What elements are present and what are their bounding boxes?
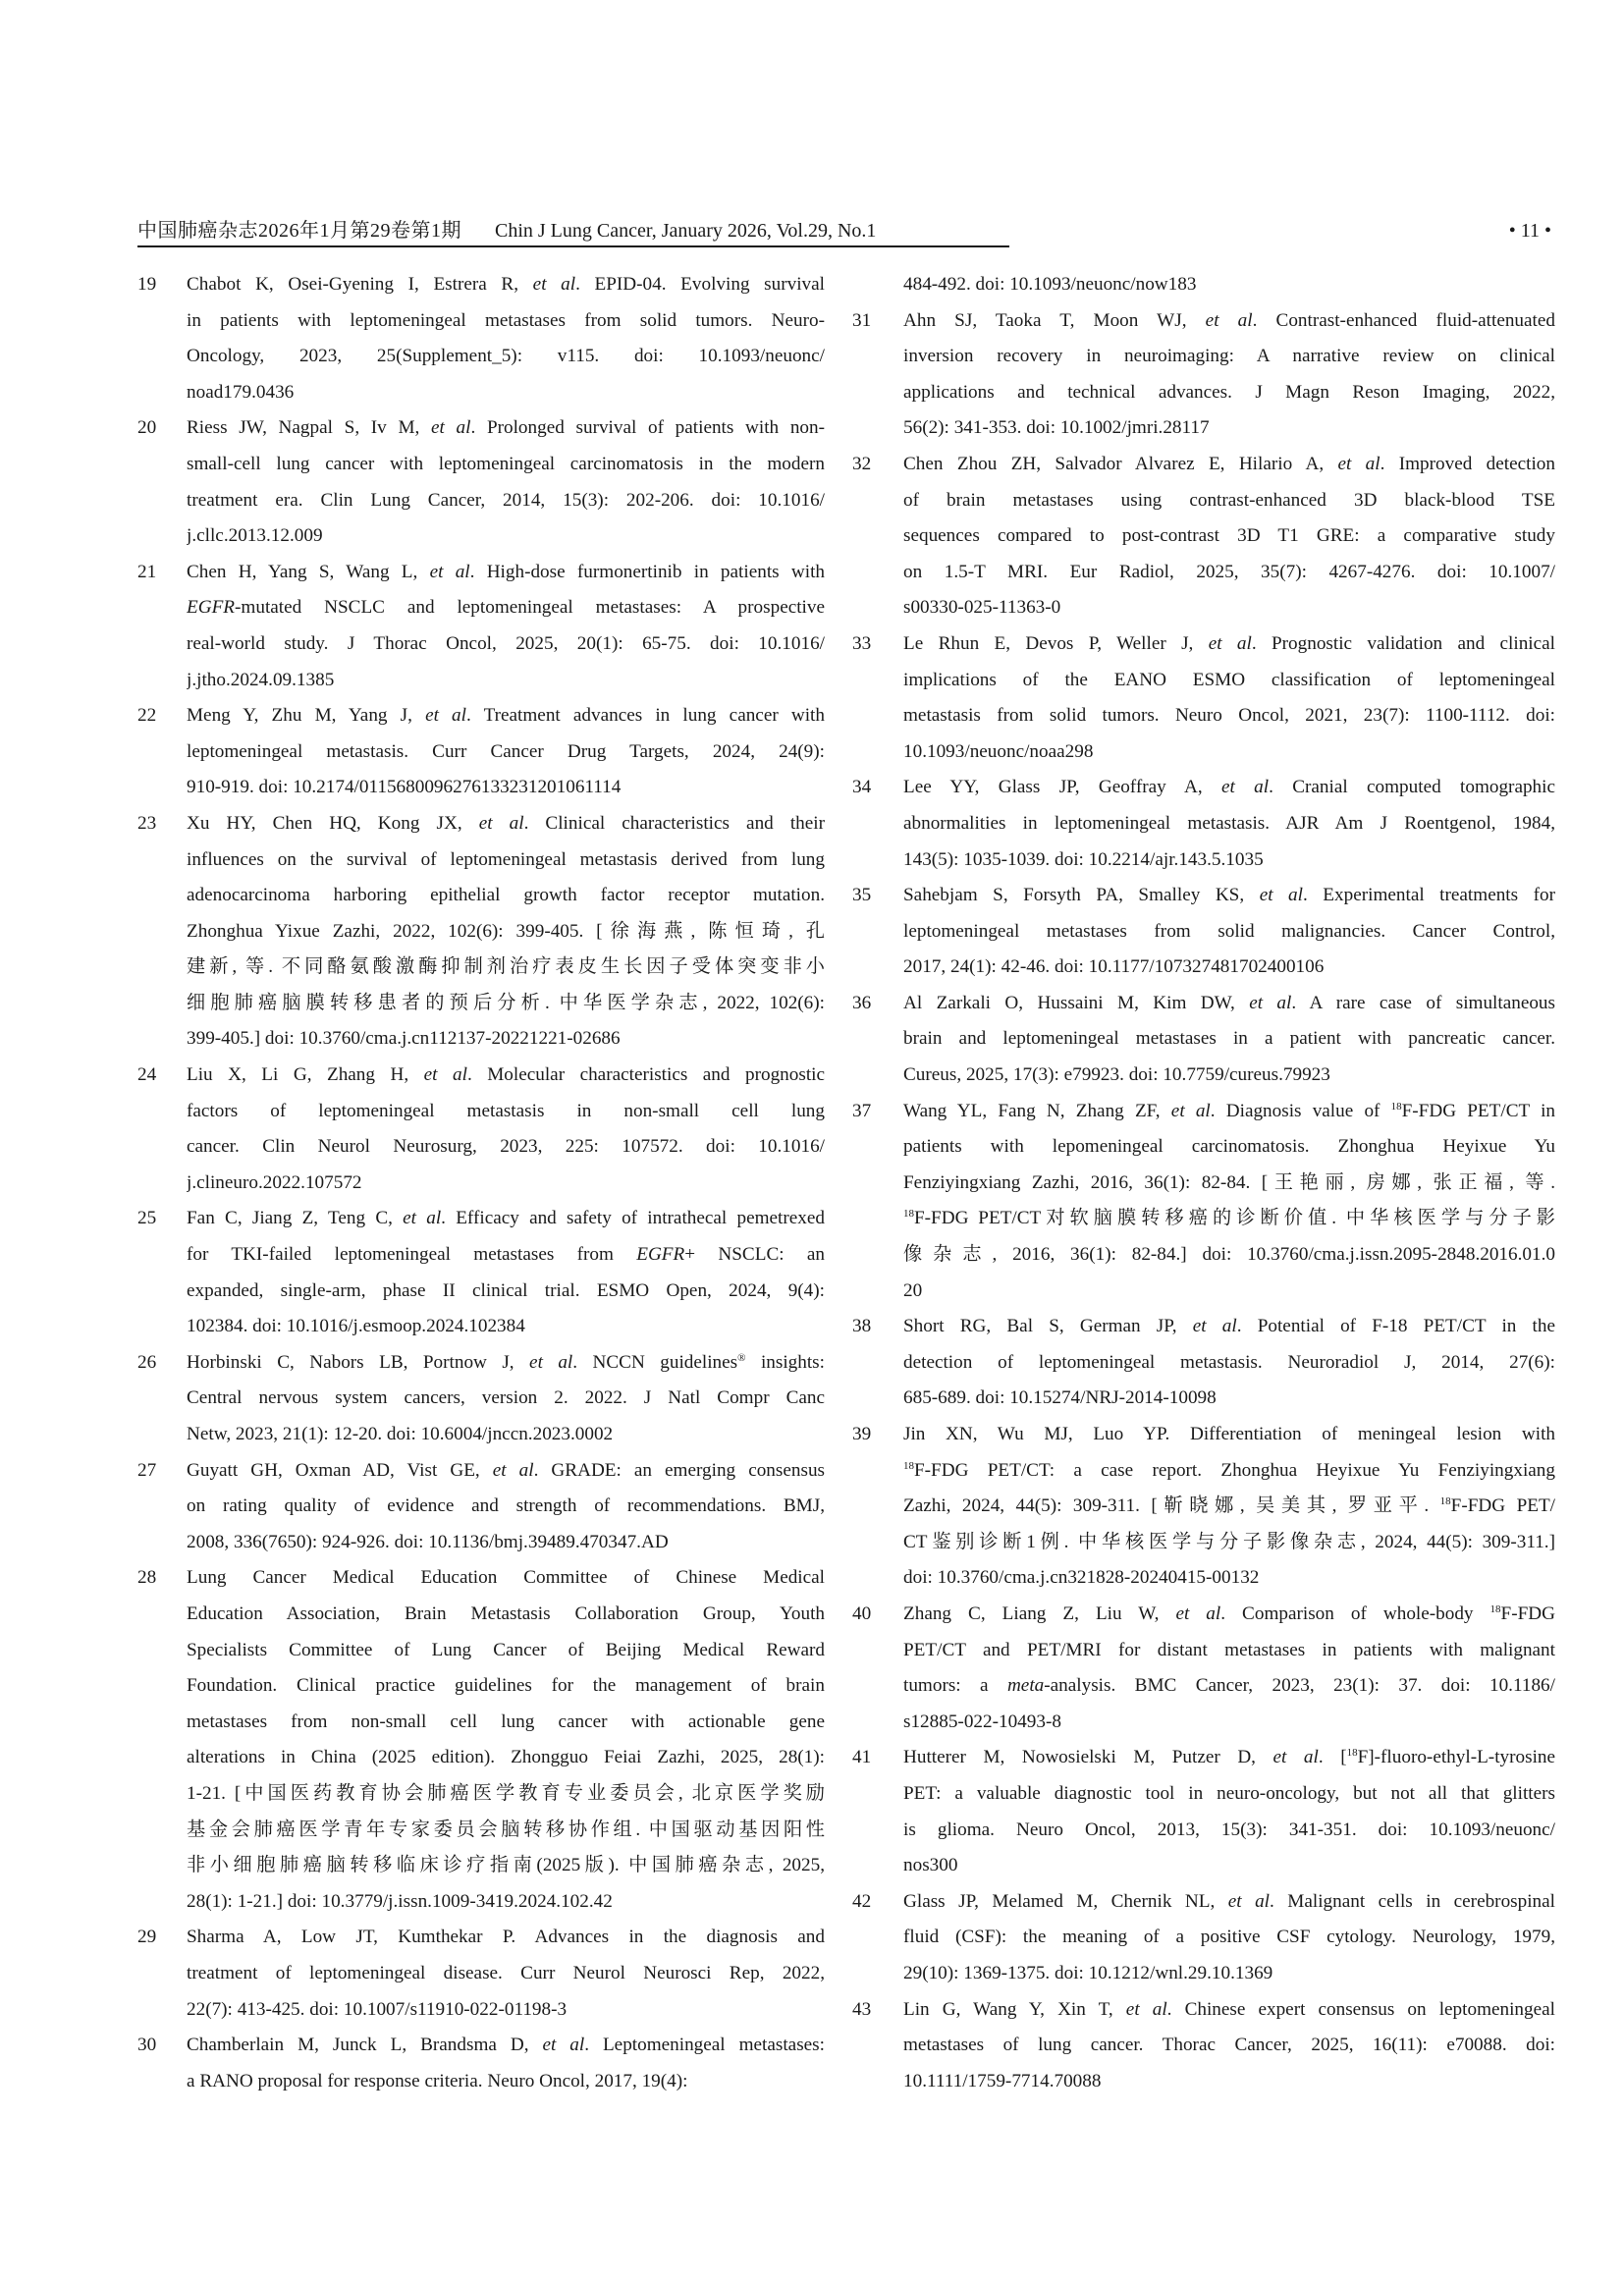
- reference-text: [187, 1560, 825, 1920]
- reference-item: [852, 770, 1555, 878]
- reference-line: on rating quality of evidence and strength of recommendations. BMJ,: [187, 1495, 825, 1517]
- reference-line: 399-405.] doi: 10.3760/cma.j.cn112137-20221221-02686: [187, 1028, 621, 1050]
- reference-number: 28: [137, 1567, 157, 1589]
- reference-line: leptomeningeal metastasis. Curr Cancer Drug Targets, 2024, 24(9):: [187, 740, 825, 762]
- reference-text: [903, 267, 1555, 303]
- reference-line: 细胞肺癌脑膜转移患者的预后分析. 中华医学杂志, 2022, 102(6):: [187, 992, 825, 1013]
- reference-line: 29(10): 1369-1375. doi: 10.1212/wnl.29.10.1369: [903, 1962, 1273, 1983]
- reference-text: [903, 447, 1555, 626]
- reference-line: Hutterer M, Nowosielski M, Putzer D, et al. [$^{18}$F]-fluoro-ethyl-L-tyrosine: [903, 1747, 1555, 1768]
- reference-line: Riess JW, Nagpal S, Iv M, et al. Prolonged survival of patients with non-: [187, 417, 825, 439]
- reference-line: leptomeningeal metastases from solid malignancies. Cancer Control,: [903, 920, 1555, 942]
- reference-line: alterations in China (2025 edition). Zhongguo Feiai Zazhi, 2025, 28(1):: [187, 1747, 825, 1768]
- reference-number: 27: [137, 1459, 157, 1481]
- reference-number: 20: [137, 417, 157, 439]
- reference-text: [903, 1992, 1555, 2100]
- reference-line: Short RG, Bal S, German JP, et al. Potential of F-18 PET/CT in the: [903, 1316, 1555, 1337]
- reference-line: Ahn SJ, Taoka T, Moon WJ, et al. Contrast-enhanced fluid-attenuated: [903, 309, 1555, 331]
- reference-line: Jin XN, Wu MJ, Luo YP. Differentiation of meningeal lesion with: [903, 1424, 1555, 1444]
- reference-item: [137, 1453, 825, 1561]
- reference-number: 36: [852, 992, 872, 1013]
- reference-text: [903, 1597, 1555, 1740]
- reference-text: [903, 770, 1555, 878]
- reference-line: inversion recovery in neuroimaging: A narrative review on clinical: [903, 346, 1555, 367]
- reference-line: Sahebjam S, Forsyth PA, Smalley KS, et al. Experimental treatments for: [903, 885, 1555, 906]
- reference-item: [852, 986, 1555, 1094]
- reference-line: in patients with leptomeningeal metastases from solid tumors. Neuro-: [187, 309, 825, 331]
- reference-line: patients with lepomeningeal carcinomatosis. Zhonghua Heyixue Yu: [903, 1136, 1555, 1158]
- reference-line: Liu X, Li G, Zhang H, et al. Molecular characteristics and prognostic: [187, 1064, 825, 1086]
- reference-text: [187, 1201, 825, 1344]
- reference-number: 24: [137, 1064, 157, 1086]
- reference-line: detection of leptomeningeal metastasis. Neuroradiol J, 2014, 27(6):: [903, 1351, 1555, 1373]
- reference-line: implications of the EANO ESMO classification of leptomeningeal: [903, 669, 1555, 690]
- reference-line: Lin G, Wang Y, Xin T, et al. Chinese expert consensus on leptomeningeal: [903, 1998, 1555, 2020]
- reference-item: [137, 555, 825, 698]
- reference-line: Specialists Committee of Lung Cancer of Beijing Medical Reward: [187, 1639, 825, 1660]
- reference-number: 34: [852, 777, 872, 798]
- reference-line: CT鉴别诊断1例. 中华核医学与分子影像杂志, 2024, 44(5): 309-311.]: [903, 1531, 1555, 1552]
- reference-line: a RANO proposal for response criteria. Neuro Oncol, 2017, 19(4):: [187, 2070, 688, 2091]
- reference-text: [903, 1417, 1555, 1597]
- reference-line: nos300: [903, 1855, 958, 1876]
- reference-item: [137, 1920, 825, 2028]
- reference-line: Wang YL, Fang N, Zhang ZF, et al. Diagnosis value of $^{18}$F-FDG PET/CT in: [903, 1100, 1555, 1121]
- reference-line: 非小细胞肺癌脑转移临床诊疗指南(2025版). 中国肺癌杂志, 2025,: [187, 1855, 825, 1876]
- reference-number: 30: [137, 2035, 157, 2056]
- reference-item: [137, 698, 825, 806]
- reference-number: 38: [852, 1316, 872, 1337]
- reference-line: Cureus, 2025, 17(3): e79923. doi: 10.7759/cureus.79923: [903, 1064, 1330, 1086]
- reference-text: [187, 267, 825, 410]
- reference-number: 21: [137, 561, 157, 582]
- reference-line: fluid (CSF): the meaning of a positive CSF cytology. Neurology, 1979,: [903, 1927, 1555, 1948]
- reference-item: [137, 410, 825, 554]
- reference-item: [852, 267, 1555, 303]
- reference-text: [903, 1094, 1555, 1310]
- reference-column-left: [137, 267, 825, 2099]
- reference-item: [137, 1201, 825, 1344]
- reference-line: Fan C, Jiang Z, Teng C, et al. Efficacy and safety of intrathecal pemetrexed: [187, 1208, 825, 1229]
- reference-text: [187, 806, 825, 1058]
- reference-line: is glioma. Neuro Oncol, 2013, 15(3): 341-351. doi: 10.1093/neuonc/: [903, 1819, 1555, 1840]
- reference-line: Le Rhun E, Devos P, Weller J, et al. Prognostic validation and clinical: [903, 632, 1555, 654]
- reference-text: [903, 1740, 1555, 1883]
- reference-line: metastasis from solid tumors. Neuro Oncol, 2021, 23(7): 1100-1112. doi:: [903, 705, 1555, 727]
- reference-line: Central nervous system cancers, version 2. 2022. J Natl Compr Canc: [187, 1387, 825, 1409]
- reference-number: 39: [852, 1424, 872, 1444]
- reference-number: 42: [852, 1890, 872, 1912]
- reference-line: Chen Zhou ZH, Salvador Alvarez E, Hilario A, et al. Improved detection: [903, 453, 1555, 474]
- reference-number: 31: [852, 309, 872, 331]
- reference-item: [852, 1597, 1555, 1740]
- reference-line: doi: 10.3760/cma.j.cn321828-20240415-00132: [903, 1567, 1260, 1589]
- reference-text: [187, 1058, 825, 1201]
- reference-line: j.cllc.2013.12.009: [187, 525, 323, 547]
- reference-line: Lung Cancer Medical Education Committee of Chinese Medical: [187, 1567, 825, 1589]
- reference-line: Xu HY, Chen HQ, Kong JX, et al. Clinical characteristics and their: [187, 812, 825, 834]
- reference-line: $^{18}$F-FDG PET/CT: a case report. Zhonghua Heyixue Yu Fenziyingxiang: [903, 1459, 1555, 1481]
- reference-line: for TKI-failed leptomeningeal metastases from EGFR+ NSCLC: an: [187, 1244, 825, 1266]
- reference-line: 基金会肺癌医学青年专家委员会脑转移协作组. 中国驱动基因阳性: [187, 1819, 825, 1840]
- reference-item: [852, 1309, 1555, 1417]
- reference-line: 102384. doi: 10.1016/j.esmoop.2024.102384: [187, 1316, 525, 1337]
- reference-number: 35: [852, 885, 872, 906]
- reference-line: 2017, 24(1): 42-46. doi: 10.1177/107327481702400106: [903, 956, 1325, 978]
- journal-header: [137, 218, 1009, 247]
- reference-line: Meng Y, Zhu M, Yang J, et al. Treatment advances in lung cancer with: [187, 705, 825, 727]
- reference-text: [187, 1345, 825, 1453]
- reference-line: PET: a valuable diagnostic tool in neuro-oncology, but not all that glitters: [903, 1782, 1555, 1804]
- reference-number: 29: [137, 1927, 157, 1948]
- reference-line: cancer. Clin Neurol Neurosurg, 2023, 225: 107572. doi: 10.1016/: [187, 1136, 825, 1158]
- reference-line: 2008, 336(7650): 924-926. doi: 10.1136/bmj.39489.470347.AD: [187, 1531, 669, 1552]
- reference-line: Zazhi, 2024, 44(5): 309-311. [靳晓娜, 吴美其, 罗亚平. $^{18}$F-FDG PET/: [903, 1495, 1555, 1517]
- reference-item: [137, 267, 825, 410]
- reference-text: [903, 878, 1555, 986]
- reference-item: [852, 1094, 1555, 1310]
- reference-line: Al Zarkali O, Hussaini M, Kim DW, et al. A rare case of simultaneous: [903, 992, 1555, 1013]
- reference-line: noad179.0436: [187, 381, 295, 403]
- reference-line: sequences compared to post-contrast 3D T1 GRE: a comparative study: [903, 525, 1555, 547]
- reference-item: [137, 1345, 825, 1453]
- reference-number: 26: [137, 1351, 157, 1373]
- reference-line: 20: [903, 1279, 923, 1301]
- reference-line: j.jtho.2024.09.1385: [187, 669, 335, 690]
- reference-line: Fenziyingxiang Zazhi, 2016, 36(1): 82-84. [王艳丽, 房娜, 张正福, 等.: [903, 1171, 1555, 1193]
- reference-number: 22: [137, 705, 157, 727]
- reference-line: applications and technical advances. J Magn Reson Imaging, 2022,: [903, 381, 1555, 403]
- reference-line: treatment era. Clin Lung Cancer, 2014, 15(3): 202-206. doi: 10.1016/: [187, 489, 825, 511]
- reference-item: [137, 2028, 825, 2099]
- reference-line: Education Association, Brain Metastasis Collaboration Group, Youth: [187, 1602, 825, 1624]
- reference-line: $^{18}$F-FDG PET/CT对软脑膜转移癌的诊断价值. 中华核医学与分子影: [903, 1208, 1555, 1229]
- reference-line: Netw, 2023, 21(1): 12-20. doi: 10.6004/jnccn.2023.0002: [187, 1424, 614, 1444]
- reference-line: 910-919. doi: 10.2174/0115680096276133231201061114: [187, 777, 622, 798]
- reference-line: tumors: a meta-analysis. BMC Cancer, 2023, 23(1): 37. doi: 10.1186/: [903, 1675, 1555, 1697]
- reference-text: [903, 1309, 1555, 1417]
- reference-number: 32: [852, 453, 872, 474]
- reference-line: Sharma A, Low JT, Kumthekar P. Advances in the diagnosis and: [187, 1927, 825, 1948]
- journal-title-en: Chin J Lung Cancer, January 2026, Vol.29, No.1: [495, 220, 877, 242]
- reference-line: Foundation. Clinical practice guidelines for the management of brain: [187, 1675, 825, 1697]
- reference-line: factors of leptomeningeal metastasis in non-small cell lung: [187, 1100, 825, 1121]
- reference-text: [903, 1884, 1555, 1992]
- reference-text: [187, 2028, 825, 2099]
- reference-text: [187, 555, 825, 698]
- reference-text: [187, 410, 825, 554]
- reference-line: small-cell lung cancer with leptomeningeal carcinomatosis in the modern: [187, 453, 825, 474]
- reference-item: [137, 806, 825, 1058]
- reference-number: 43: [852, 1998, 872, 2020]
- reference-text: [903, 986, 1555, 1094]
- reference-line: 建新, 等. 不同酪氨酸激酶抑制剂治疗表皮生长因子受体突变非小: [187, 956, 825, 978]
- reference-line: EGFR-mutated NSCLC and leptomeningeal metastases: A prospective: [187, 597, 825, 619]
- reference-column-right: [852, 267, 1555, 2099]
- reference-number: 23: [137, 812, 157, 834]
- reference-line: expanded, single-arm, phase II clinical trial. ESMO Open, 2024, 9(4):: [187, 1279, 825, 1301]
- reference-number: 33: [852, 632, 872, 654]
- reference-line: 685-689. doi: 10.15274/NRJ-2014-10098: [903, 1387, 1217, 1409]
- reference-number: 25: [137, 1208, 157, 1229]
- reference-line: Zhang C, Liang Z, Liu W, et al. Comparison of whole-body $^{18}$F-FDG: [903, 1602, 1555, 1624]
- reference-line: PET/CT and PET/MRI for distant metastases in patients with malignant: [903, 1639, 1555, 1660]
- reference-line: 28(1): 1-21.] doi: 10.3779/j.issn.1009-3419.2024.102.42: [187, 1890, 613, 1912]
- reference-item: [852, 1884, 1555, 1992]
- reference-line: metastases from non-small cell lung cancer with actionable gene: [187, 1711, 825, 1732]
- reference-line: abnormalities in leptomeningeal metastasis. AJR Am J Roentgenol, 1984,: [903, 812, 1555, 834]
- reference-line: on 1.5-T MRI. Eur Radiol, 2025, 35(7): 4267-4276. doi: 10.1007/: [903, 561, 1555, 582]
- reference-line: Chabot K, Osei-Gyening I, Estrera R, et al. EPID-04. Evolving survival: [187, 274, 825, 295]
- reference-line: Lee YY, Glass JP, Geoffray A, et al. Cranial computed tomographic: [903, 777, 1555, 798]
- reference-item: [852, 1740, 1555, 1883]
- reference-line: 10.1111/1759-7714.70088: [903, 2070, 1102, 2091]
- reference-line: 22(7): 413-425. doi: 10.1007/s11910-022-01198-3: [187, 1998, 568, 2020]
- reference-line: 1-21. [中国医药教育协会肺癌医学教育专业委员会, 北京医学奖励: [187, 1782, 825, 1804]
- reference-item: [852, 626, 1555, 770]
- reference-line: 143(5): 1035-1039. doi: 10.2214/ajr.143.5.1035: [903, 848, 1264, 870]
- reference-number: 37: [852, 1100, 872, 1121]
- reference-line: j.clineuro.2022.107572: [187, 1171, 362, 1193]
- reference-text: [187, 1920, 825, 2028]
- reference-item: [852, 303, 1555, 447]
- reference-line: treatment of leptomeningeal disease. Curr Neurol Neurosci Rep, 2022,: [187, 1962, 825, 1983]
- reference-line: Guyatt GH, Oxman AD, Vist GE, et al. GRADE: an emerging consensus: [187, 1459, 825, 1481]
- reference-item: [137, 1560, 825, 1920]
- reference-line: Horbinski C, Nabors LB, Portnow J, et al. NCCN guidelines® insights:: [187, 1351, 825, 1373]
- reference-line: Zhonghua Yixue Zazhi, 2022, 102(6): 399-405. [徐海燕, 陈恒琦, 孔: [187, 920, 825, 942]
- reference-text: [187, 1453, 825, 1561]
- reference-line: influences on the survival of leptomeningeal metastasis derived from lung: [187, 848, 825, 870]
- reference-number: 40: [852, 1602, 872, 1624]
- reference-line: adenocarcinoma harboring epithelial growth factor receptor mutation.: [187, 885, 825, 906]
- reference-text: [187, 698, 825, 806]
- reference-item: [852, 878, 1555, 986]
- reference-line: real-world study. J Thorac Oncol, 2025, 20(1): 65-75. doi: 10.1016/: [187, 632, 825, 654]
- reference-item: [137, 1058, 825, 1201]
- reference-item: [852, 447, 1555, 626]
- reference-line: 10.1093/neuonc/noaa298: [903, 740, 1094, 762]
- reference-line: Chen H, Yang S, Wang L, et al. High-dose furmonertinib in patients with: [187, 561, 825, 582]
- reference-item: [852, 1992, 1555, 2100]
- page-number: • 11 •: [1508, 220, 1551, 242]
- reference-line: metastases of lung cancer. Thorac Cancer, 2025, 16(11): e70088. doi:: [903, 2035, 1555, 2056]
- reference-line: 56(2): 341-353. doi: 10.1002/jmri.28117: [903, 417, 1210, 439]
- running-header: [137, 218, 1551, 247]
- reference-text: [903, 303, 1555, 447]
- reference-line: 484-492. doi: 10.1093/neuonc/now183: [903, 274, 1197, 295]
- journal-title-cn: 中国肺癌杂志2026年1月第29卷第1期: [137, 220, 461, 242]
- reference-item: [852, 1417, 1555, 1597]
- reference-line: Glass JP, Melamed M, Chernik NL, et al. Malignant cells in cerebrospinal: [903, 1890, 1555, 1912]
- reference-line: 像杂志, 2016, 36(1): 82-84.] doi: 10.3760/cma.j.issn.2095-2848.2016.01.0: [903, 1244, 1555, 1266]
- reference-line: Oncology, 2023, 25(Supplement_5): v115. doi: 10.1093/neuonc/: [187, 346, 825, 367]
- reference-line: of brain metastases using contrast-enhanced 3D black-blood TSE: [903, 489, 1555, 511]
- reference-number: 19: [137, 274, 157, 295]
- reference-number: 41: [852, 1747, 872, 1768]
- reference-line: brain and leptomeningeal metastases in a patient with pancreatic cancer.: [903, 1028, 1555, 1050]
- reference-text: [903, 626, 1555, 770]
- reference-line: s12885-022-10493-8: [903, 1711, 1061, 1732]
- reference-line: s00330-025-11363-0: [903, 597, 1061, 619]
- reference-line: Chamberlain M, Junck L, Brandsma D, et al. Leptomeningeal metastases:: [187, 2035, 825, 2056]
